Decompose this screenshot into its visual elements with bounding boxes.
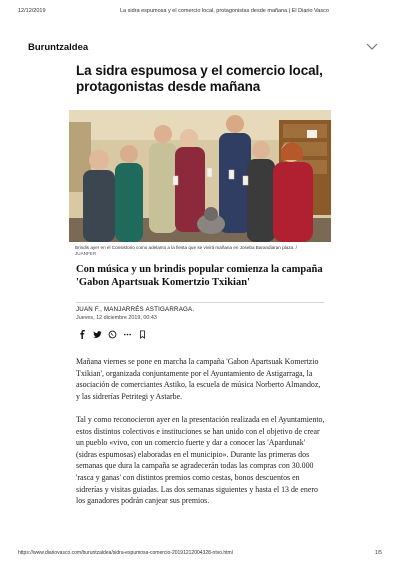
print-page-title: La sidra espumosa y el comercio local, protagonistas desde mañana | El Diario Vasco	[120, 8, 329, 14]
print-url: https://www.diariovasco.com/buruntzaldea/sidra-espumosa-comercio-20191212004328-ntvo.html	[18, 550, 233, 556]
section-link[interactable]: Buruntzaldea	[28, 42, 89, 53]
page-number: 1/5	[375, 550, 382, 556]
share-toolbar	[78, 330, 158, 340]
photo-credit: JUANFER	[75, 251, 97, 257]
article-paragraph: Tal y como reconocieron ayer en la presentación realizada en el Ayuntamiento, estos distintos colectivos e instituciones se han unido con el objetivo de crear un pueblo «vivo, con un comercio fuerte y dar a conocer las 'Apardunak' (sidras espumosas) elaboradas en el municipio». Durante las primeras dos semanas que dura la campaña se agradecerán todas las compras con 30.000 'rasca y ganas' con distintos premios como cestas, bonos descuentos en sidrerías y visitas guiadas. Las dos semanas siguientes y hasta el 13 de enero los ganadores podrán canjear sus premios.	[76, 415, 325, 506]
article-headline: La sidra espumosa y el comercio local, protagonistas desde mañana	[76, 63, 323, 94]
section-bar	[28, 42, 378, 56]
print-date: 12/12/2019	[18, 8, 46, 14]
more-icon[interactable]	[123, 330, 132, 339]
bookmark-icon[interactable]	[138, 330, 147, 339]
divider	[76, 302, 324, 303]
facebook-icon[interactable]	[78, 330, 87, 339]
photo-illustration	[69, 110, 331, 242]
caption-text: Brindis ayer en el Consistorio como adelanto a la fiesta que se vivirá mañana en Joseba Barandiaran plaza. /	[75, 245, 297, 250]
article-subtitle: Con música y un brindis popular comienza la campaña 'Gabon Apartsuak Komertzio Txikian'	[76, 264, 323, 288]
article-photo	[69, 110, 331, 242]
photo-caption	[75, 245, 327, 257]
author-byline[interactable]: JUAN F., MANJARRÉS ASTIGARRAGA.	[76, 306, 195, 313]
whatsapp-icon[interactable]	[108, 330, 117, 339]
publish-date: Jueves, 12 diciembre 2019, 00:43	[76, 315, 157, 321]
chevron-down-icon[interactable]	[366, 43, 378, 51]
article-paragraph: Mañana viernes se pone en marcha la campaña 'Gabon Apartsuak Komertzio Txikian', organizada conjuntamente por el Ayuntamiento de Astigarraga, la asociación de comerciantes Astiko, la escuela de música Norberto Almandoz, y las sidrerías Petritegi y Astarbe.	[76, 357, 321, 401]
twitter-icon[interactable]	[93, 330, 102, 339]
